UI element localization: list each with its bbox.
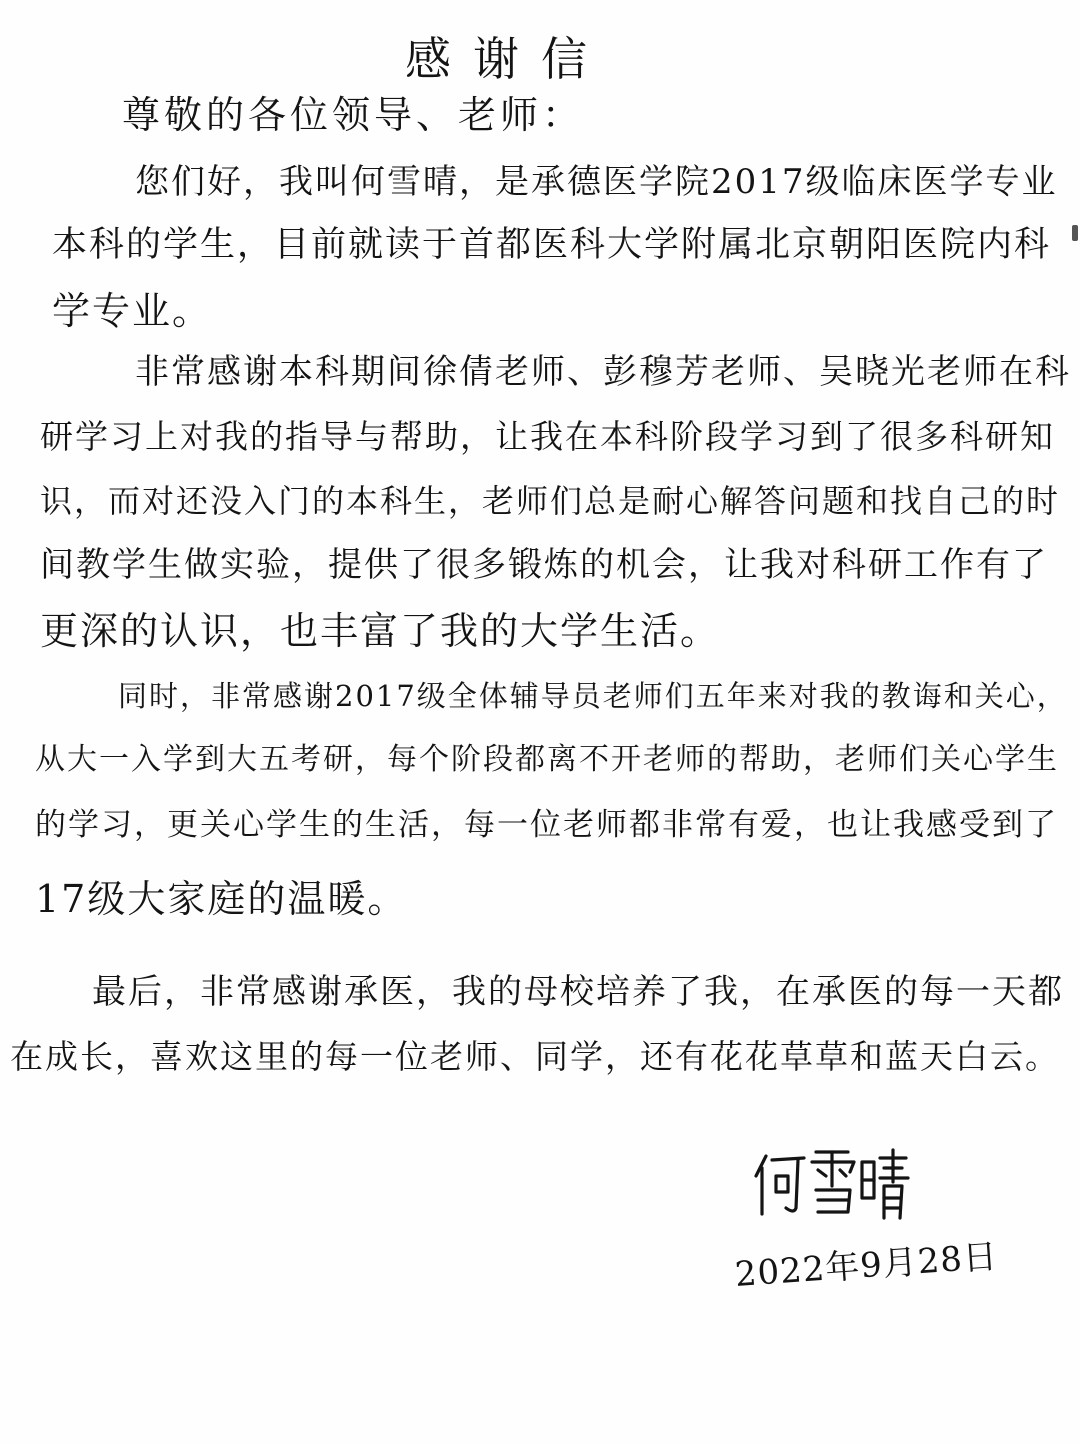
letter-line: 非常感谢本科期间徐倩老师、彭穆芳老师、吴晓光老师在科 <box>135 352 1071 392</box>
letter-line: 识，而对还没入门的本科生，老师们总是耐心解答问题和找自己的时 <box>40 482 1061 520</box>
letter-line: 本科的学生，目前就读于首都医科大学附属北京朝阳医院内科 <box>52 225 1052 265</box>
letter-line: 最后，非常感谢承医，我的母校培养了我，在承医的每一天都 <box>92 972 1064 1012</box>
letter-line: 从大一入学到大五考研，每个阶段都离不开老师的帮助，老师们关心学生 <box>35 742 1059 777</box>
letter-line: 同时，非常感谢2017级全体辅导员老师们五年来对我的教诲和关心， <box>118 679 1068 713</box>
letter-title: 感谢信 <box>405 32 609 86</box>
letter-line: 更深的认识，也丰富了我的大学生活。 <box>40 609 721 653</box>
letter-date: 2022年9月28日 <box>733 1236 1000 1295</box>
letter-line: 的学习，更关心学生的生活，每一位老师都非常有爱，也让我感受到了 <box>35 807 1058 843</box>
letter-line: 间教学生做实验，提供了很多锻炼的机会，让我对科研工作有了 <box>40 545 1048 585</box>
letter-line: 您们好，我叫何雪晴，是承德医学院2017级临床医学专业 <box>135 162 1058 202</box>
letter-line: 17级大家庭的温暖。 <box>35 877 408 921</box>
letter-greeting: 尊敬的各位领导、老师： <box>122 93 585 137</box>
letter-line: 学专业。 <box>52 289 213 333</box>
letter-line: 在成长，喜欢这里的每一位老师、同学，还有花花草草和蓝天白云。 <box>10 1037 1060 1076</box>
letter-line: 研学习上对我的指导与帮助，让我在本科阶段学习到了很多科研知 <box>40 417 1055 456</box>
handwritten-signature <box>752 1142 912 1222</box>
page-edge-mark <box>1072 225 1078 241</box>
